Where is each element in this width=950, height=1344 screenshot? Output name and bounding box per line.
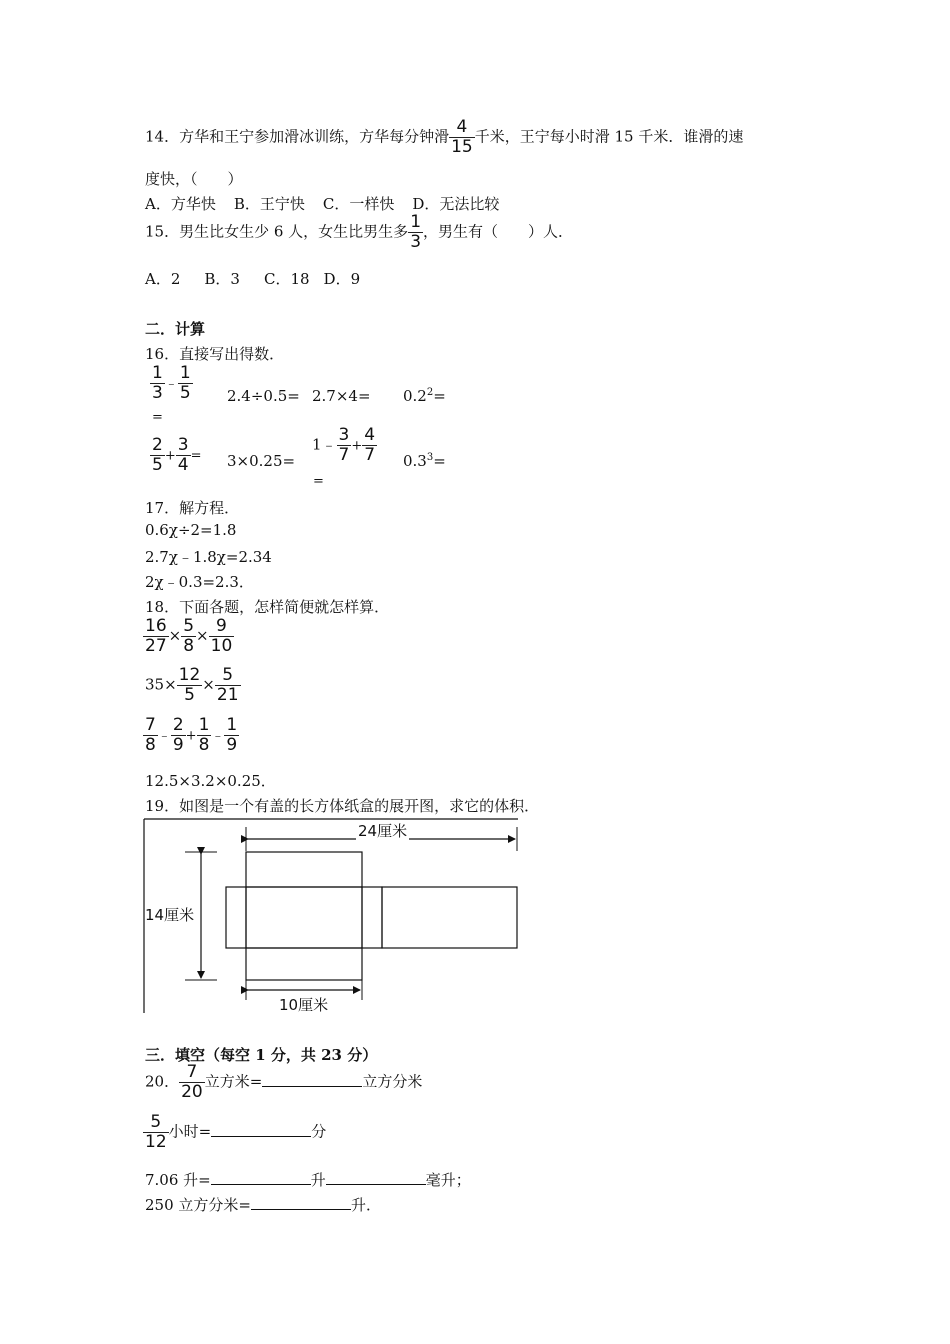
q18-line1: $\frac{16}{27}$ × $\frac{5}{8}$ × $\frac{9}{10}$	[145, 616, 233, 656]
q15-option-b: B．3	[204, 270, 240, 288]
q14-fraction: $\frac{4}{15}$	[451, 117, 473, 157]
q16-r2-frac3: $\frac{3}{7}$	[338, 425, 350, 465]
q20-line3: 7.06 升= 升 毫升；	[145, 1171, 471, 1189]
q14-number: 14．	[145, 127, 180, 146]
q16-r2-expr3: 1﹣ $\frac{3}{7}$ + $\frac{4}{7}$	[312, 425, 376, 465]
q20-blank5[interactable]	[251, 1195, 351, 1210]
section3-title: 三．填空（每空 1 分，共 23 分）	[145, 1046, 378, 1064]
q18-l3-frac2: $\frac{2}{9}$	[172, 715, 184, 755]
q16-r1-eq: =	[152, 410, 163, 425]
q15-number: 15．	[145, 222, 180, 241]
q16-r1-frac2: $\frac{1}{5}$	[179, 363, 191, 403]
q20-frac2: $\frac{5}{12}$	[145, 1112, 167, 1152]
q16-title: 16．直接写出得数．	[145, 345, 285, 363]
section2-title: 二．计算	[145, 320, 206, 338]
q18-line3: $\frac{7}{8}$ ﹣ $\frac{2}{9}$ + $\frac{1}{8}$ ﹣ $\frac{1}{9}$	[145, 715, 238, 755]
net-bottom-face	[246, 948, 362, 980]
q16-r2-eq3: =	[313, 474, 324, 489]
q20-line2: $\frac{5}{12}$ 小时= 分	[145, 1112, 327, 1152]
q16-r1-expr2: 2.4÷0.5=	[227, 387, 300, 405]
q18-l2-frac1: $\frac{12}{5}$	[178, 665, 201, 705]
q14-text-a: 方华和王宁参加滑冰训练，方华每分钟滑	[179, 127, 450, 146]
q16-r2-frac4: $\frac{4}{7}$	[364, 425, 376, 465]
q17-line2: 2.7χ﹣1.8χ=2.34	[145, 548, 272, 566]
q15-options	[145, 268, 360, 289]
q20-blank1[interactable]	[262, 1072, 362, 1087]
label-bottom-10cm: 10厘米	[279, 996, 329, 1014]
q16-r1-frac1: $\frac{1}{3}$	[152, 363, 163, 403]
q17-line1: 0.6χ÷2=1.8	[145, 521, 237, 539]
net-left-face	[226, 887, 246, 948]
q16-r2-expr4: $0.3^3=$	[403, 452, 446, 470]
q18-line2: 35× $\frac{12}{5}$ × $\frac{5}{21}$	[145, 665, 239, 705]
q15-option-a: A．2	[145, 270, 181, 288]
q14-options	[145, 193, 499, 214]
q18-l1-frac2: $\frac{5}{8}$	[183, 616, 195, 656]
q15-option-c: C．18	[263, 270, 310, 288]
q20-blank3[interactable]	[211, 1170, 311, 1185]
q18-l3-frac3: $\frac{1}{8}$	[198, 715, 210, 755]
q18-l2-frac2: $\frac{5}{21}$	[216, 665, 239, 705]
q16-r1-expr4: $0.2^2=$	[403, 387, 446, 405]
q18-l1-frac1: $\frac{16}{27}$	[145, 616, 167, 656]
q15-fraction: $\frac{1}{3}$	[410, 212, 422, 252]
q15-text-b: ，男生有（ ）人．	[423, 222, 574, 241]
net-right-face	[362, 887, 382, 948]
q17-title: 17．解方程．	[145, 499, 240, 517]
q17-line3: 2χ﹣0.3=2.3．	[145, 573, 254, 591]
q14-option-b: B．王宁快	[233, 195, 305, 213]
q16-r2-expr1: $\frac{2}{5}$ + $\frac{3}{4}$ =	[152, 435, 202, 475]
q18-l3-frac4: $\frac{1}{9}$	[226, 715, 238, 755]
label-height-14cm: 14厘米	[145, 906, 195, 924]
q14-option-a: A．方华快	[145, 195, 216, 213]
net-front-face	[246, 887, 362, 948]
q15-line1	[145, 213, 573, 252]
net-top-face	[246, 852, 362, 887]
q18-line4: 12.5×3.2×0.25．	[145, 772, 276, 790]
q18-title: 18．下面各题，怎样简便就怎样算．	[145, 598, 390, 616]
q14-line1	[145, 118, 743, 157]
q20-blank4[interactable]	[326, 1170, 426, 1185]
label-width-24cm: 24厘米	[358, 822, 408, 840]
q16-r2-frac1: $\frac{2}{5}$	[152, 435, 163, 475]
q15-option-d: D．9	[323, 270, 361, 288]
q14-line2: 度快，（ ）	[145, 170, 243, 188]
q20-line4: 250 立方分米= 升．	[145, 1196, 381, 1214]
q14-text-b: 千米，王宁每小时滑 15 千米．谁滑的速	[474, 127, 744, 146]
q16-r1-expr1: $\frac{1}{3}$ ﹣ $\frac{1}{5}$	[152, 363, 191, 403]
q14-option-d: D．无法比较	[412, 195, 500, 213]
q16-r1-expr3: 2.7×4=	[312, 387, 371, 405]
q20-blank2[interactable]	[211, 1122, 311, 1137]
q15-text-a: 男生比女生少 6 人，女生比男生多	[179, 222, 409, 241]
q14-option-c: C．一样快	[322, 195, 395, 213]
q20-line1: 20． $\frac{7}{20}$ 立方米= 立方分米	[145, 1062, 423, 1102]
q16-r2-frac2: $\frac{3}{4}$	[177, 435, 189, 475]
q16-r2-expr2: 3×0.25=	[227, 452, 296, 470]
q19-title: 19．如图是一个有盖的长方体纸盒的展开图，求它的体积．	[145, 797, 540, 815]
box-net-diagram	[143, 817, 523, 1015]
q18-l1-frac3: $\frac{9}{10}$	[210, 616, 233, 656]
q18-l3-frac1: $\frac{7}{8}$	[145, 715, 156, 755]
net-back-face	[382, 887, 517, 948]
q20-frac1: $\frac{7}{20}$	[181, 1062, 203, 1102]
